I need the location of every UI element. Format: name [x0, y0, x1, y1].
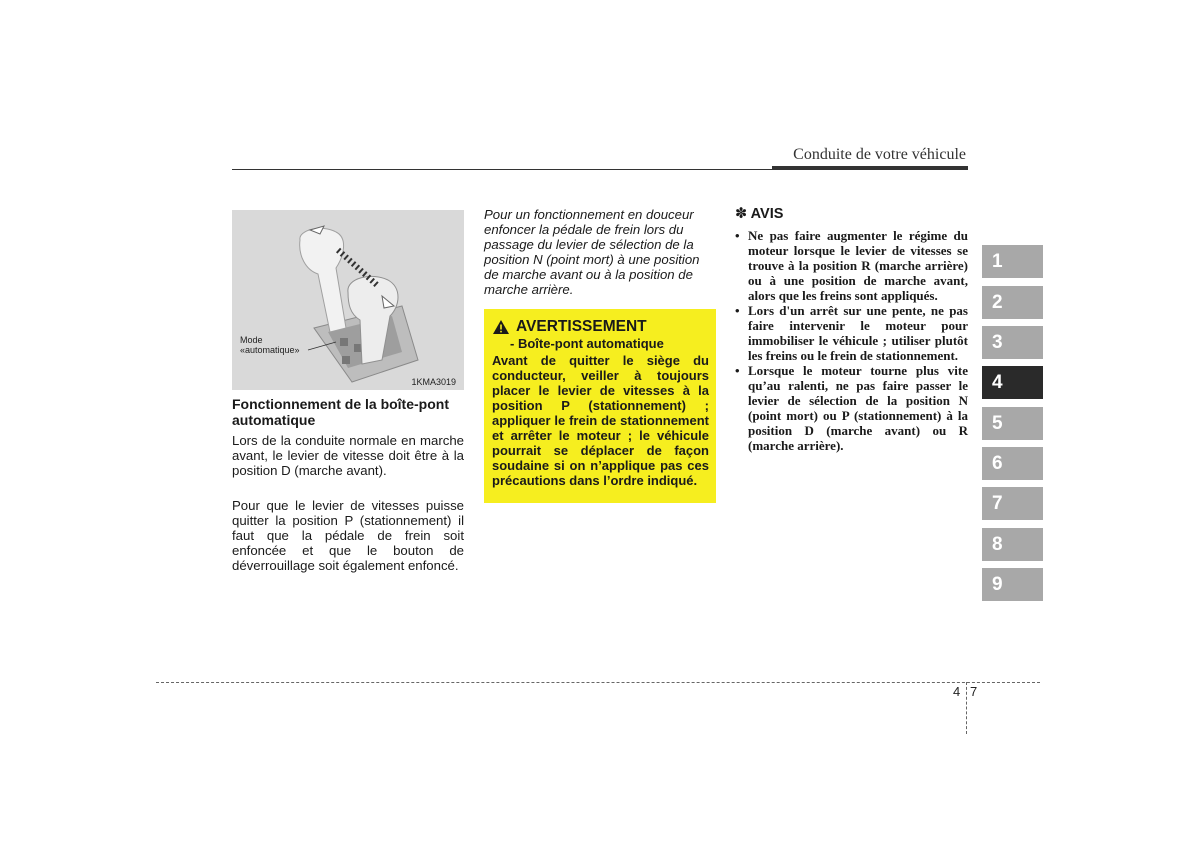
chapter-tab-9[interactable] [982, 568, 1043, 601]
avis-item-text: Lorsque le moteur tourne plus vite qu’au ralenti, ne pas faire passer le levier de sélection de la position N (point mort) ou P (stationnement) à la position D (marche avant) ou R (marche arrière). [748, 363, 968, 453]
asterisk-icon: ✽ [735, 206, 748, 222]
section-heading: Fonctionnement de la boîte-pont automatique [232, 396, 449, 428]
figure-label-line1: Mode [240, 335, 263, 345]
chapter-tab-7[interactable] [982, 487, 1043, 520]
chapter-tab-label: 5 [992, 412, 1003, 434]
header-rule-accent [772, 166, 968, 170]
footer-page-divider [966, 682, 967, 734]
footer-divider [156, 682, 1040, 683]
warning-title: AVERTISSEMENT [516, 318, 647, 335]
warning-body: Avant de quitter le siège du conducteur, veiller à toujours placer le levier de vitesses à la position P (stationnement) ; appliquer le frein de stationnement et arrêter le moteur ; le véhicule pourrait se déplacer de façon soudaine si on n’applique pas ces précautions dans l’ordre indiqué. [492, 353, 709, 488]
chapter-tab-label: 6 [992, 452, 1003, 474]
chapter-tab-6[interactable] [982, 447, 1043, 480]
chapter-tab-label: 4 [992, 371, 1003, 393]
figure-label [240, 335, 300, 355]
bullet-icon: • [735, 228, 740, 243]
warning-box [484, 309, 716, 503]
page-number: 7 [970, 684, 978, 699]
chapter-tab-label: 2 [992, 291, 1003, 313]
chapter-tab-label: 1 [992, 250, 1003, 272]
chapter-tab-8[interactable] [982, 528, 1043, 561]
list-item [735, 363, 968, 453]
list-item [735, 228, 968, 303]
chapter-tab-2[interactable] [982, 286, 1043, 319]
body-paragraph-2: Pour que le levier de vitesses puisse quitter la position P (stationnement) il faut que la pédale de frein soit enfoncée et que le bouton de déverrouillage soit également enfoncé. [232, 498, 464, 573]
figure-label-line2: «automatique» [240, 345, 300, 355]
chapter-tab-4[interactable] [982, 366, 1043, 399]
chapter-tab-label: 8 [992, 533, 1003, 555]
figure-code: 1KMA3019 [411, 377, 456, 387]
chapter-tab-label: 9 [992, 573, 1003, 595]
chapter-tab-5[interactable] [982, 407, 1043, 440]
warning-subtitle: - Boîte-pont automatique [510, 336, 664, 351]
warning-header [492, 318, 709, 336]
avis-title: AVIS [750, 206, 784, 222]
avis-heading [735, 206, 783, 222]
avis-item-text: Lors d'un arrêt sur une pente, ne pas faire intervenir le moteur pour immobiliser le véhicule ; utiliser plutôt les freins ou le frein de stationnement. [748, 303, 968, 363]
bullet-icon: • [735, 303, 740, 318]
avis-item-text: Ne pas faire augmenter le régime du moteur lorsque le levier de vitesses se trouve à la position R (marche arrière) ou à une position de marche avant, alors que les freins sont appliqués. [748, 228, 968, 303]
warning-triangle-icon [492, 319, 510, 335]
body-paragraph-1: Lors de la conduite normale en marche avant, le levier de vitesse doit être à la position D (marche avant). [232, 433, 464, 478]
italic-note: Pour un fonctionnement en douceur enfoncer la pédale de frein lors du passage du levier de sélection de la position N (point mort) à une position de marche avant ou à la position de marche arrière. [484, 207, 700, 297]
gear-shift-drawing [232, 210, 464, 390]
chapter-tab-1[interactable] [982, 245, 1043, 278]
bullet-icon: • [735, 363, 740, 378]
chapter-tab-label: 7 [992, 492, 1003, 514]
avis-list [735, 228, 968, 453]
chapter-tab-3[interactable] [982, 326, 1043, 359]
chapter-tab-label: 3 [992, 331, 1003, 353]
page-header-title: Conduite de votre véhicule [793, 146, 966, 163]
page-chapter-number: 4 [953, 684, 961, 699]
gear-shift-illustration [232, 210, 464, 390]
list-item [735, 303, 968, 363]
